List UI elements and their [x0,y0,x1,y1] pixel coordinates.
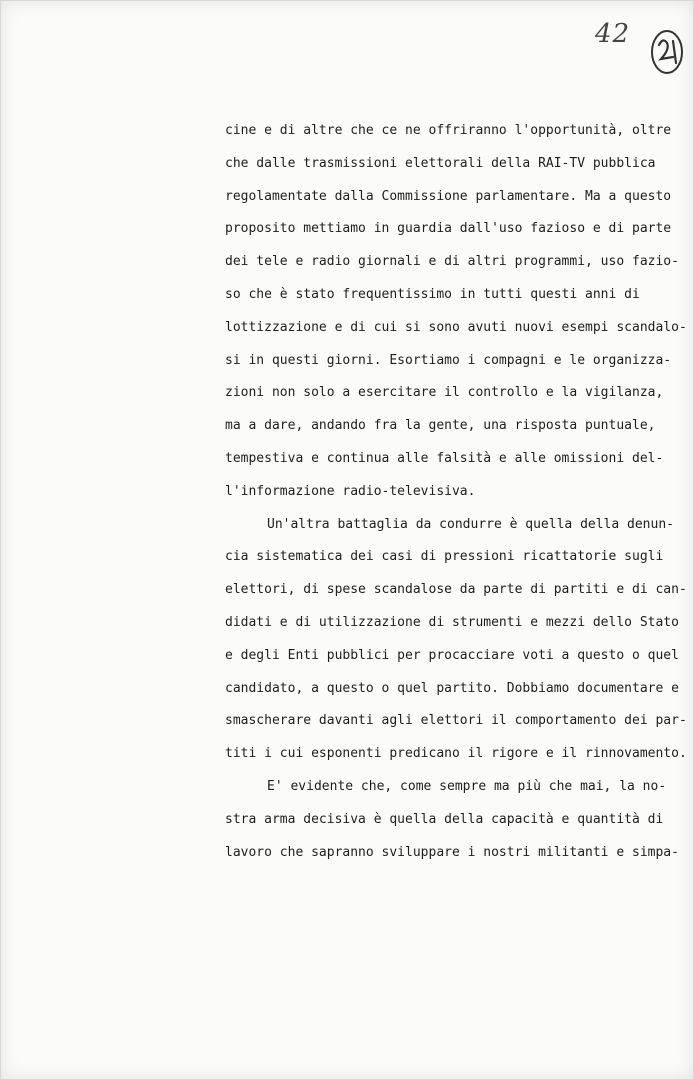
text-line: dei tele e radio giornali e di altri programmi, uso fazio- [225,254,679,270]
text-line: Un'altra battaglia da condurre è quella della denun- [267,516,674,532]
paragraph-2 [225,509,687,771]
text-line: stra arma decisiva è quella della capacità e quantità di [225,811,664,827]
text-line: elettori, di spese scandalose da parte di partiti e di can- [225,582,687,598]
text-line: so che è stato frequentissimo in tutti questi anni di [225,286,640,302]
text-line: l'informazione radio-televisiva. [225,483,476,499]
text-line: lavoro che sapranno sviluppare i nostri militanti e simpa- [225,844,679,860]
text-line: ma a dare, andando fra la gente, una risposta puntuale, [225,418,656,434]
text-line: E' evidente che, come sempre ma più che mai, la no- [267,778,667,794]
text-line: tempestiva e continua alle falsità e alle omissioni del- [225,450,664,466]
text-line: titi i cui esponenti predicano il rigore e il rinnovamento. [225,746,687,762]
text-line: smascherare davanti agli elettori il comportamento dei par- [225,713,687,729]
paragraph-3 [225,771,679,869]
text-line: che dalle trasmissioni elettorali della RAI-TV pubblica [225,155,656,171]
text-line: didati e di utilizzazione di strumenti e mezzi dello Stato [225,614,679,630]
text-line: proposito mettiamo in guardia dall'uso fazioso e di parte [225,221,672,237]
text-line: si in questi giorni. Esortiamo i compagni e le organizza- [225,352,672,368]
text-line: cia sistematica dei casi di pressioni ricattatorie sugli [225,549,664,565]
text-line: lottizzazione e di cui si sono avuti nuovi esempi scandalo- [225,319,687,335]
body-text [225,115,687,869]
handwritten-page-number: 42 [595,19,631,49]
paragraph-1 [225,115,687,509]
text-line: candidato, a questo o quel partito. Dobbiamo documentare e [225,680,679,696]
text-line: zioni non solo a esercitare il controllo e la vigilanza, [225,385,664,401]
text-line: cine e di altre che ce ne offriranno l'opportunità, oltre [225,123,672,138]
text-line: e degli Enti pubblici per procacciare voti a questo o quel [225,647,679,663]
archive-stamp [649,27,685,77]
text-line: regolamentate dalla Commissione parlamentare. Ma a questo [225,188,672,204]
